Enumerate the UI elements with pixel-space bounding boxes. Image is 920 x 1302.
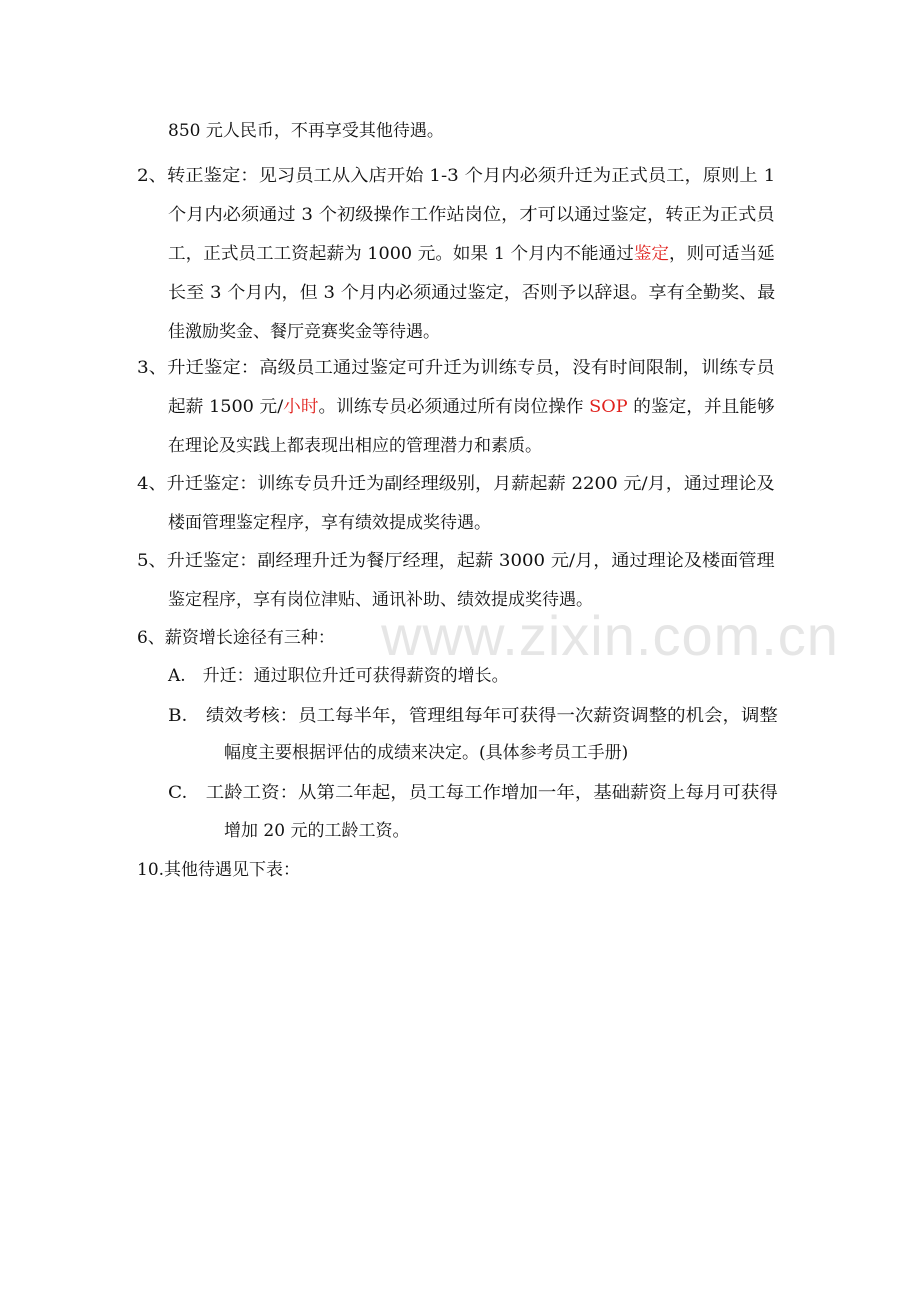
text-segment: 楼面管理鉴定程序，享有绩效提成奖待遇。 (168, 513, 491, 533)
text-line (137, 625, 335, 651)
text-segment: 起薪 1500 元/ (168, 397, 284, 417)
text-line (224, 740, 628, 766)
text-segment: 在理论及实践上都表现出相应的管理潜力和素质。 (168, 436, 542, 456)
text-line (168, 433, 542, 459)
text-line (137, 163, 775, 189)
text-segment: ，则可适当延 (669, 244, 775, 264)
text-segment: 增加 20 元的工龄工资。 (224, 821, 410, 841)
text-segment: 6、薪资增长途径有三种： (137, 628, 335, 648)
text-line (168, 510, 491, 536)
watermark-text: www.zixin.com.cn (381, 604, 839, 667)
text-segment: C. 工龄工资：从第二年起，员工每工作增加一年，基础薪资上每月可获得 (168, 783, 778, 803)
text-segment: 10.其他待遇见下表： (137, 860, 301, 880)
text-line (168, 280, 775, 306)
text-segment: 3、升迁鉴定：高级员工通过鉴定可升迁为训练专员，没有时间限制，训练专员 (137, 358, 775, 378)
text-segment: 工，正式员工工资起薪为 1000 元。如果 1 个月内不能通过 (168, 244, 634, 264)
text-segment: 5、升迁鉴定：副经理升迁为餐厅经理，起薪 3000 元/月，通过理论及楼面管理 (137, 551, 775, 571)
text-segment: 长至 3 个月内，但 3 个月内必须通过鉴定，否则予以辞退。享有全勤奖、最 (168, 283, 776, 303)
text-segment: B. 绩效考核：员工每半年，管理组每年可获得一次薪资调整的机会，调整 (168, 706, 778, 726)
text-line (168, 587, 593, 613)
text-segment: 鉴定程序，享有岗位津贴、通讯补助、绩效提成奖待遇。 (168, 590, 593, 610)
text-segment: 个月内必须通过 3 个初级操作工作站岗位，才可以通过鉴定，转正为正式员 (168, 205, 775, 225)
text-line (137, 857, 300, 883)
highlighted-text: 鉴定 (633, 244, 670, 264)
text-line (168, 780, 778, 806)
text-line (168, 319, 440, 345)
text-segment: 。训练专员必须通过所有岗位操作 (318, 397, 590, 417)
text-segment: 的鉴定，并且能够 (627, 397, 775, 417)
text-line (168, 394, 775, 420)
text-line (137, 355, 775, 381)
text-line (168, 202, 775, 228)
highlighted-text: SOP (589, 397, 628, 417)
text-segment: A. 升迁：通过职位升迁可获得薪资的增长。 (168, 666, 509, 686)
text-segment: 850 元人民币，不再享受其他待遇。 (168, 121, 444, 141)
text-line (168, 118, 444, 144)
text-line (168, 663, 509, 689)
text-line (168, 241, 775, 267)
highlighted-text: 小时 (283, 397, 319, 417)
text-line (168, 703, 778, 729)
text-line (137, 471, 775, 497)
text-line (137, 548, 775, 574)
text-line (224, 818, 409, 844)
text-segment: 2、转正鉴定：见习员工从入店开始 1-3 个月内必须升迁为正式员工，原则上 1 (137, 166, 776, 186)
text-segment: 4、升迁鉴定：训练专员升迁为副经理级别，月薪起薪 2200 元/月，通过理论及 (137, 474, 775, 494)
text-segment: 幅度主要根据评估的成绩来决定。(具体参考员工手册) (224, 743, 629, 763)
text-segment: 佳激励奖金、餐厅竞赛奖金等待遇。 (168, 322, 440, 342)
